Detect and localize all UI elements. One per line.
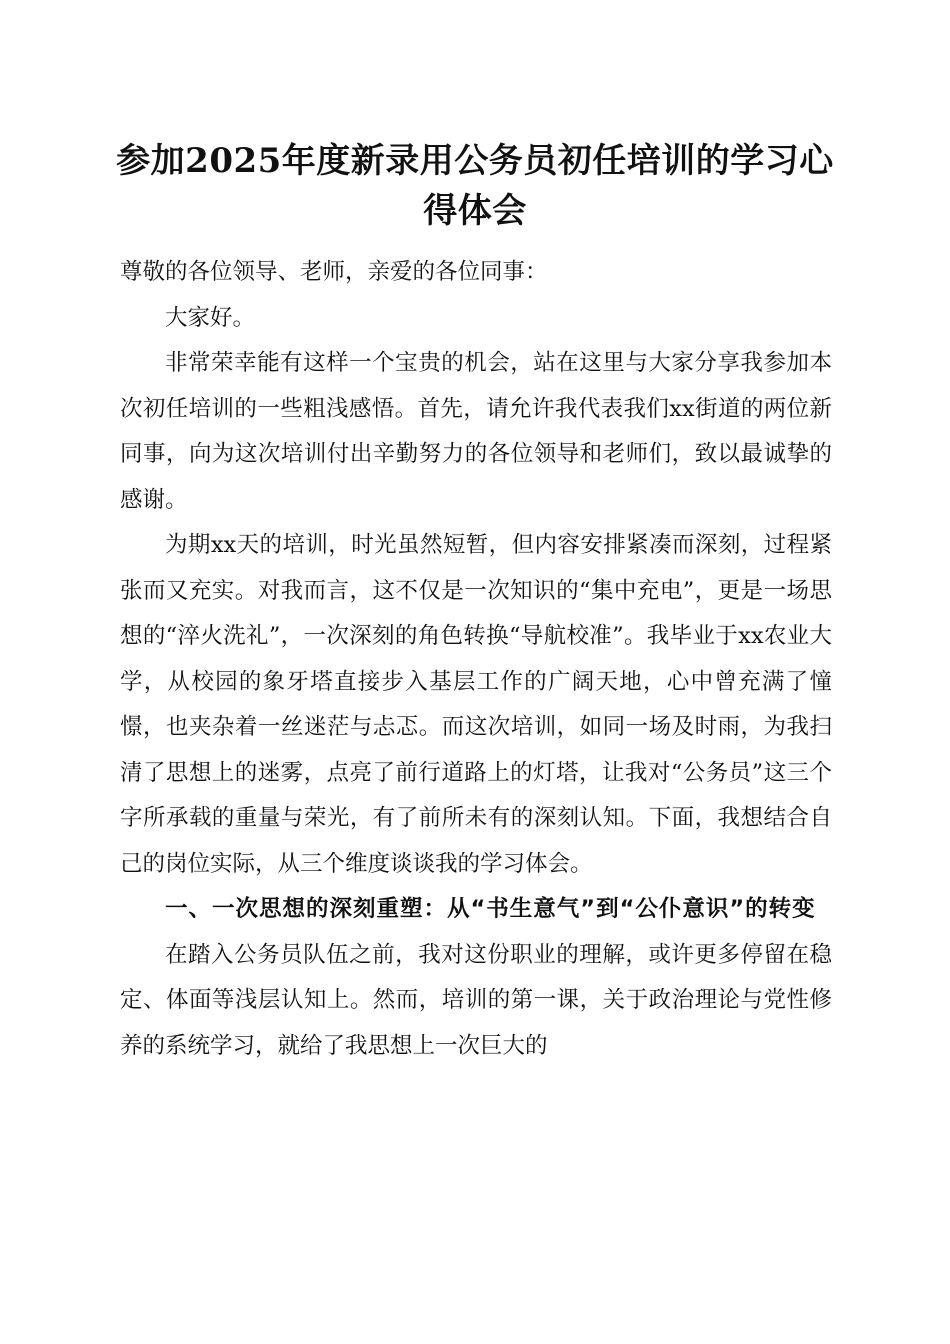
- section-heading: 一、一次思想的深刻重塑：从“书生意气”到“公仆意识”的转变: [165, 896, 816, 922]
- body-paragraph: 非常荣幸能有这样一个宝贵的机会，站在这里与大家分享我参加本次初任培训的一些粗浅感悟。首先，请允许我代表我们xx街道的两位新同事，向为这次培训付出辛勤努力的各位领导和老师们，致以最诚挚的感谢。: [120, 350, 832, 513]
- body-paragraph: 在踏入公务员队伍之前，我对这份职业的理解，或许更多停留在稳定、体面等浅层认知上。然而，培训的第一课，关于政治理论与党性修养的系统学习，就给了我思想上一次巨大的: [120, 941, 832, 1059]
- document-title: 参加2025年度新录用公务员初任培训的学习心得体会: [116, 141, 834, 231]
- body-paragraph: 为期xx天的培训，时光虽然短暂，但内容安排紧凑而深刻，过程紧张而又充实。对我而言，这不仅是一次知识的“集中充电”，更是一场思想的“淬火洗礼”，一次深刻的角色转换“导航校准”。我毕业于xx农业大学，从校园的象牙塔直接步入基层工作的广阔天地，心中曾充满了憧憬，也夹杂着一丝迷茫与忐忑。而这次培训，如同一场及时雨，为我扫清了思想上的迷雾，点亮了前行道路上的灯塔，让我对“公务员”这三个字所承载的重量与荣光，有了前所未有的深刻认知。下面，我想结合自己的岗位实际，从三个维度谈谈我的学习体会。: [120, 532, 832, 877]
- salutation: 尊敬的各位领导、老师，亲爱的各位同事：: [120, 259, 548, 285]
- greeting: 大家好。: [165, 304, 256, 331]
- document-body: [120, 250, 832, 1069]
